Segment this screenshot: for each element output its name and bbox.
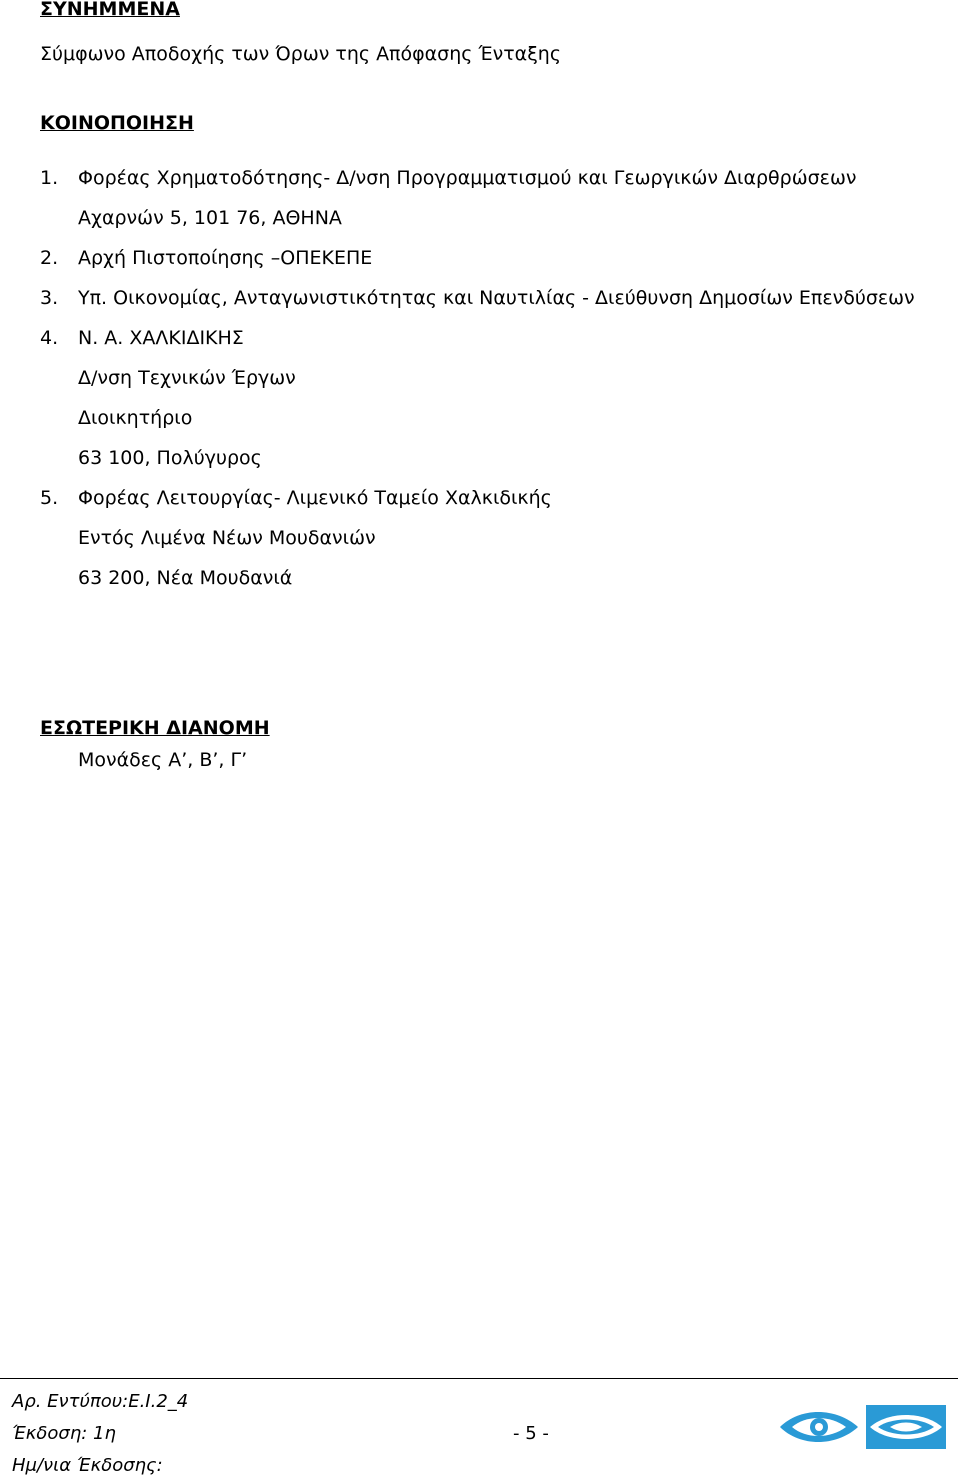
list-item-number: 1. xyxy=(40,167,59,189)
list-item-line: Αρχή Πιστοποίησης –ΟΠΕΚΕΠΕ xyxy=(78,247,373,269)
list-item-line: Εντός Λιμένα Νέων Μουδανιών xyxy=(78,527,376,549)
list-item-line: 63 200, Νέα Μουδανιά xyxy=(78,567,293,589)
edition-date: Ημ/νια Έκδοσης: xyxy=(12,1455,163,1476)
list-item-number: 5. xyxy=(40,487,59,509)
notification-heading: ΚΟΙΝΟΠΟΙΗΣΗ xyxy=(40,112,194,134)
list-item-line: Δ/νση Τεχνικών Έργων xyxy=(78,367,296,389)
internal-distribution-heading: ΕΣΩΤΕΡΙΚΗ ΔΙΑΝΟΜΗ xyxy=(40,717,270,739)
eye-logo-icon xyxy=(778,1403,948,1451)
list-item-line: Φορέας Χρηματοδότησης- Δ/νση Προγραμματισμού και Γεωργικών Διαρθρώσεων xyxy=(78,167,857,189)
list-item-line: 63 100, Πολύγυρος xyxy=(78,447,262,469)
edition: Έκδοση: 1η xyxy=(12,1423,116,1444)
internal-distribution-item: Μονάδες Α’, Β’, Γ’ xyxy=(78,749,248,771)
form-number: Αρ. Εντύπου:Ε.Ι.2_4 xyxy=(12,1391,189,1412)
list-item-line: Υπ. Οικονομίας, Ανταγωνιστικότητας και Ναυτιλίας - Διεύθυνση Δημοσίων Επενδύσεων xyxy=(78,287,915,309)
list-item-number: 4. xyxy=(40,327,59,349)
attachment-item: Σύμφωνο Αποδοχής των Όρων της Απόφασης Ένταξης xyxy=(40,43,561,65)
footer-divider xyxy=(0,1378,958,1379)
list-item-number: 2. xyxy=(40,247,59,269)
list-item-line: Φορέας Λειτουργίας- Λιμενικό Ταμείο Χαλκιδικής xyxy=(78,487,552,509)
attachments-heading: ΣΥΝΗΜΜΕΝΑ xyxy=(40,0,180,20)
list-item-line: Διοικητήριο xyxy=(78,407,193,429)
page-number: - 5 - xyxy=(513,1423,549,1444)
list-item-line: Αχαρνών 5, 101 76, ΑΘΗΝΑ xyxy=(78,207,342,229)
list-item-line: Ν. Α. ΧΑΛΚΙΔΙΚΗΣ xyxy=(78,327,244,349)
list-item-number: 3. xyxy=(40,287,59,309)
